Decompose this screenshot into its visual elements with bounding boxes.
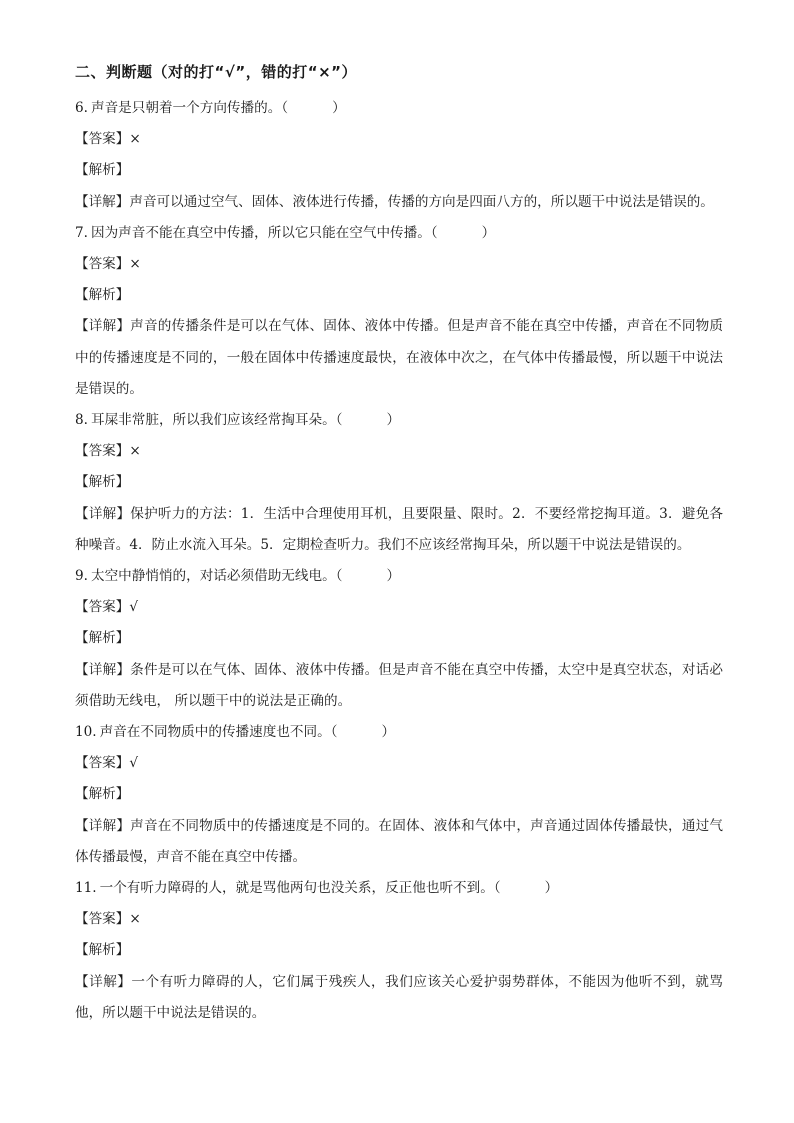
question-stem [75, 873, 724, 904]
analysis-label: 【解析】 [75, 162, 130, 179]
answer-line: 【答案】√ [75, 755, 139, 772]
question-close-paren: ） [481, 224, 496, 241]
question-number: 9. [75, 568, 88, 585]
question-close-paren: ） [381, 724, 396, 741]
question-close-paren: ） [332, 100, 346, 116]
question-text: 因为声音不能在真空中传播，所以它只能在空气中传播。（ [90, 224, 438, 241]
answer-line: 【答案】√ [75, 599, 139, 616]
answer-line: 【答案】× [75, 131, 141, 148]
question-stem [75, 561, 724, 592]
question-7 [75, 218, 724, 405]
question-text: 声音是只朝着一个方向传播的。（ [90, 100, 289, 116]
question-11 [75, 873, 724, 1029]
section-heading: 二、判断题（对的打“√”，错的打“×”） [75, 63, 358, 81]
question-close-paren: ） [544, 880, 559, 897]
detail-paragraph: 【详解】声音可以通过空气、固体、液体进行传播，传播的方向是四面八方的，所以题干中说法是错误的。 [75, 193, 714, 210]
answer-line: 【答案】× [75, 256, 141, 273]
question-text: 耳屎非常脏，所以我们应该经常掏耳朵。（ [90, 412, 343, 429]
analysis-label: 【解析】 [75, 287, 130, 304]
analysis-label: 【解析】 [75, 474, 130, 491]
answer-line: 【答案】× [75, 911, 141, 928]
analysis-label: 【解析】 [75, 630, 130, 647]
question-stem [75, 405, 724, 436]
detail-paragraph: 【详解】条件是可以在气体、固体、液体中传播。但是声音不能在真空中传播，太空中是真空状态，对话必须借助无线电， 所以题干中的说法是正确的。 [75, 661, 723, 709]
detail-paragraph: 【详解】声音的传播条件是可以在气体、固体、液体中传播。但是声音不能在真空中传播，声音在不同物质中的传播速度是不同的，一般在固体中传播速度最快，在液体中次之，在气体中传播最慢，所以题干中说法是错误的。 [75, 318, 723, 397]
question-number: 7. [75, 224, 88, 241]
analysis-label: 【解析】 [75, 942, 130, 959]
question-number: 6. [75, 100, 88, 116]
question-close-paren: ） [386, 412, 401, 429]
question-8 [75, 405, 724, 561]
detail-paragraph: 【详解】声音在不同物质中的传播速度是不同的。在固体、液体和气体中，声音通过固体传播最快，通过气体传播最慢，声音不能在真空中传播。 [75, 817, 723, 865]
question-9 [75, 561, 724, 717]
answer-line: 【答案】× [75, 443, 141, 460]
question-stem [75, 218, 724, 249]
question-stem [75, 93, 724, 124]
question-text: 声音在不同物质中的传播速度也不同。（ [99, 724, 338, 741]
question-number: 8. [75, 412, 88, 429]
question-text: 太空中静悄悄的，对话必须借助无线电。（ [90, 568, 343, 585]
question-6 [75, 93, 724, 218]
question-number: 11. [75, 880, 97, 897]
question-number: 10. [75, 724, 97, 741]
question-stem [75, 717, 724, 748]
question-close-paren: ） [386, 568, 401, 585]
detail-paragraph: 【详解】保护听力的方法：1．生活中合理使用耳机，且要限量、限时。2．不要经常挖掏耳道。3．避免各种噪音。4．防止水流入耳朵。5．定期检查听力。我们不应该经常掏耳朵，所以题干中说法是错误的。 [75, 505, 723, 553]
analysis-label: 【解析】 [75, 786, 130, 803]
question-10 [75, 717, 724, 873]
question-text: 一个有听力障碍的人，就是骂他两句也没关系，反正他也听不到。（ [99, 880, 501, 897]
detail-paragraph: 【详解】一个有听力障碍的人，它们属于残疾人，我们应该关心爱护弱势群体，不能因为他听不到，就骂他，所以题干中说法是错误的。 [75, 973, 723, 1021]
